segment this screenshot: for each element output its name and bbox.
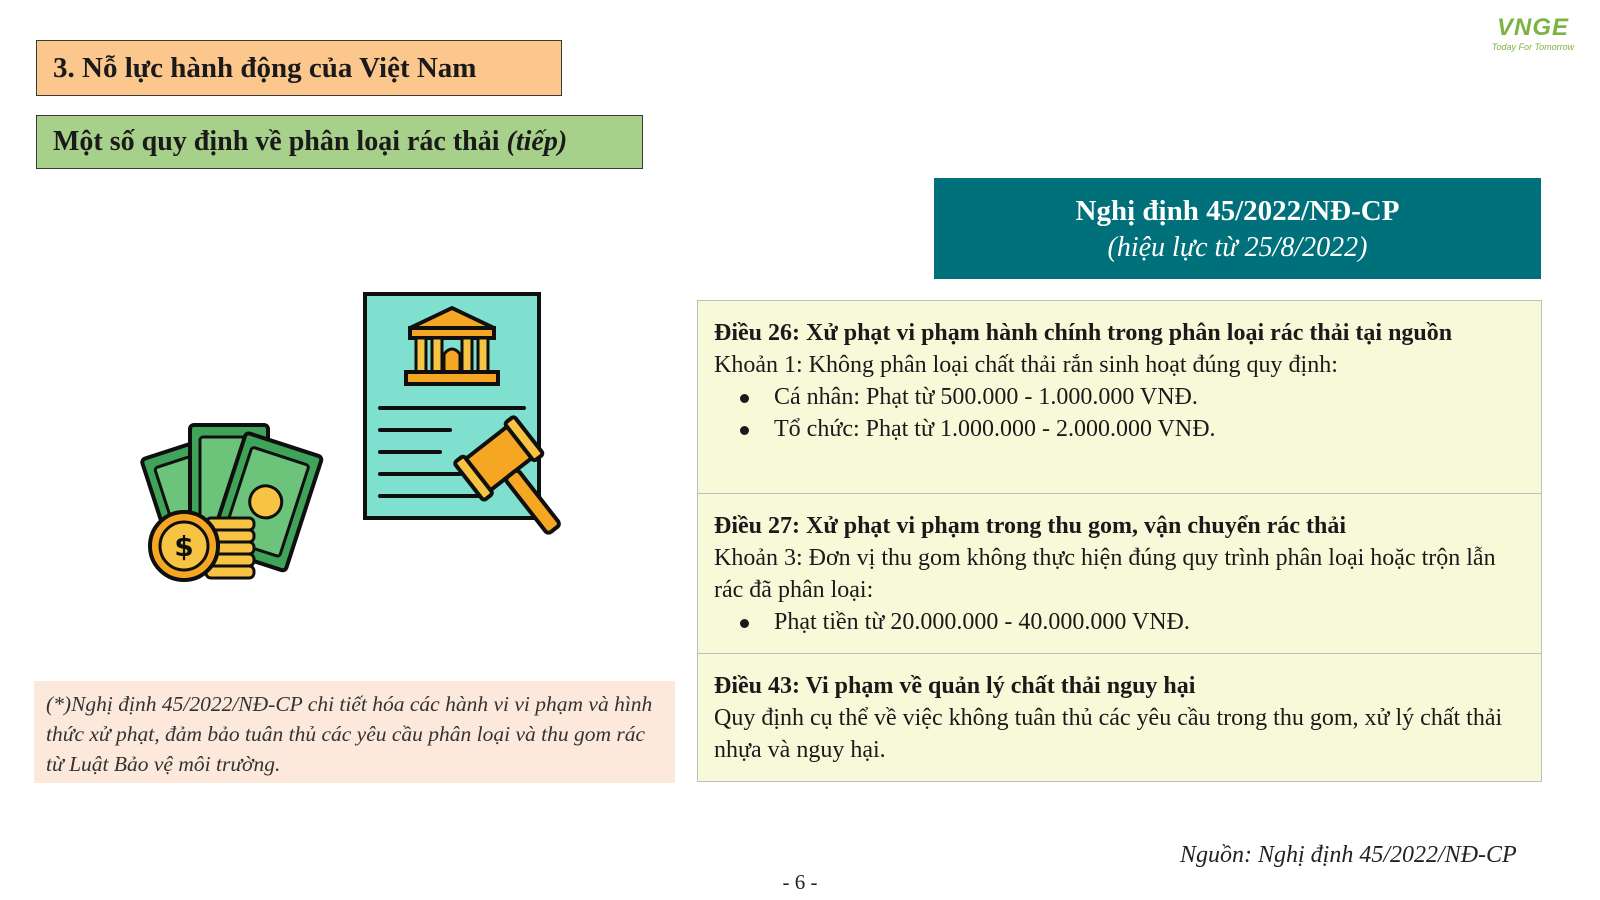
article-27 (698, 494, 1541, 654)
decree-header (934, 178, 1541, 279)
list-item: Tổ chức: Phạt từ 1.000.000 - 2.000.000 VNĐ. (714, 413, 1525, 445)
article-26 (698, 301, 1541, 494)
logo-wordmark: VNGE (1496, 14, 1569, 41)
article-body: Quy định cụ thể về việc không tuân thủ các yêu cầu trong thu gom, xử lý chất thải nhựa và nguy hại. (714, 705, 1503, 763)
bullet-list (714, 606, 1525, 638)
svg-text:$: $ (174, 530, 194, 563)
subtitle-main: Một số quy định về phân loại rác thải (53, 126, 507, 157)
decree-effective-date: (hiệu lực từ 25/8/2022) (1107, 232, 1368, 263)
list-item: Phạt tiền từ 20.000.000 - 40.000.000 VNĐ. (714, 606, 1525, 638)
subtitle-text (53, 126, 567, 158)
footnote-box: (*)Nghị định 45/2022/NĐ-CP chi tiết hóa các hành vi vi phạm và hình thức xử phạt, đảm bảo tuân thủ các yêu cầu phân loại và thu gom rác từ Luật Bảo vệ môi trường. (34, 681, 675, 783)
subtitle-italic: (tiếp) (506, 126, 568, 157)
money-coins-icon (141, 425, 322, 580)
legal-document-gavel-icon (365, 294, 570, 553)
bullet-list (714, 381, 1525, 445)
article-title: Điều 26: Xử phạt vi phạm hành chính trong phân loại rác thải tại nguồn (714, 320, 1453, 346)
section-title: 3. Nỗ lực hành động của Việt Nam (53, 51, 477, 84)
logo-tagline: Today For Tomorrow (1491, 42, 1575, 52)
illustration (140, 290, 570, 600)
article-title: Điều 27: Xử phạt vi phạm trong thu gom, vận chuyển rác thải (714, 513, 1347, 539)
subtitle-heading (36, 115, 643, 169)
vnge-logo (1478, 14, 1588, 64)
article-title: Điều 43: Vi phạm về quản lý chất thải nguy hại (714, 673, 1196, 699)
list-item: Cá nhân: Phạt từ 500.000 - 1.000.000 VNĐ. (714, 381, 1525, 413)
decree-title: Nghị định 45/2022/NĐ-CP (1075, 195, 1400, 227)
articles-panel (697, 300, 1542, 782)
source-citation: Nguồn: Nghị định 45/2022/NĐ-CP (1180, 842, 1517, 868)
section-heading (36, 40, 562, 96)
page-number: - 6 - (782, 870, 818, 894)
article-43 (698, 654, 1541, 780)
article-body: Khoản 3: Đơn vị thu gom không thực hiện đúng quy trình phân loại hoặc trộn lẫn rác đã phân loại: (714, 545, 1496, 603)
article-body: Khoản 1: Không phân loại chất thải rắn sinh hoạt đúng quy định: (714, 352, 1338, 378)
